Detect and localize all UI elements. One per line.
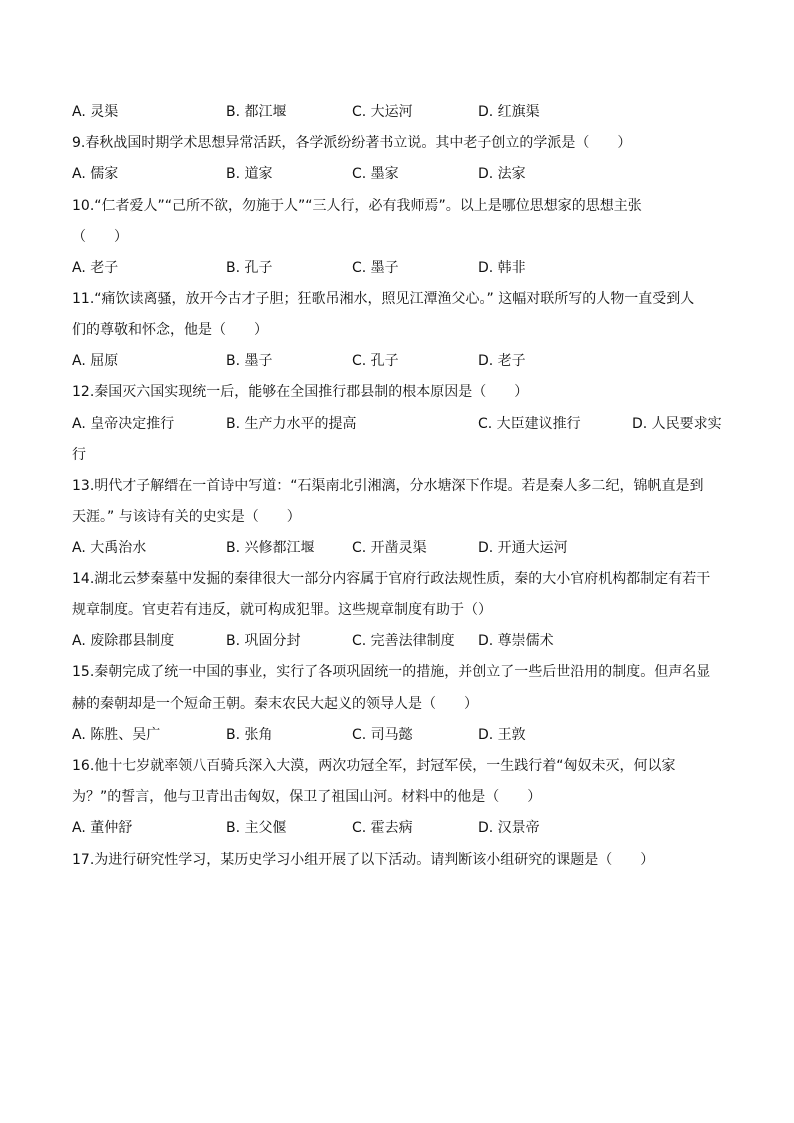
option-a: A. 老子 — [72, 260, 119, 276]
option-d-wrap: 行 — [72, 447, 86, 463]
option-a: A. 皇帝决定推行 — [72, 416, 175, 432]
option-a: A. 灵渠 — [72, 104, 119, 120]
question-16-stem-line-1: 16.他十七岁就率领八百骑兵深入大漠，两次功冠全军，封冠军侯，一生践行着“匈奴未灭，何以家 — [72, 758, 676, 774]
question-14-stem-line-1: 14.湖北云梦秦墓中发掘的秦律很大一部分内容属于官府行政法规性质，秦的大小官府机构都制定有若干 — [72, 571, 711, 587]
option-d: D. 老子 — [478, 353, 526, 369]
option-d: D. 红旗渠 — [478, 104, 540, 120]
option-d: D. 尊崇儒术 — [478, 633, 554, 649]
option-b: B. 墨子 — [226, 353, 273, 369]
option-d: D. 汉景帝 — [478, 820, 540, 836]
option-b: B. 道家 — [226, 166, 273, 182]
option-b: B. 兴修都江堰 — [226, 540, 315, 556]
option-b: B. 都江堰 — [226, 104, 287, 120]
option-c: C. 墨家 — [352, 166, 399, 182]
option-d: D. 韩非 — [478, 260, 526, 276]
option-c: C. 墨子 — [352, 260, 399, 276]
question-14-stem-line-2: 规章制度。官吏若有违反，就可构成犯罪。这些规章制度有助于（） — [72, 602, 492, 618]
question-11-stem-line-2: 们的尊敬和怀念，他是（ ） — [72, 322, 268, 338]
question-11-stem-line-1: 11.“痛饮读离骚，放开今古才子胆；狂歌吊湘水，照见江潭渔父心。” 这幅对联所写的人物一直受到人 — [72, 291, 695, 307]
question-10-stem-line-2: （ ） — [72, 229, 128, 245]
option-b: B. 巩固分封 — [226, 633, 301, 649]
option-d: D. 开通大运河 — [478, 540, 568, 556]
option-c: C. 大臣建议推行 — [478, 416, 581, 432]
option-a: A. 儒家 — [72, 166, 119, 182]
option-c: C. 开凿灵渠 — [352, 540, 427, 556]
option-b: B. 主父偃 — [226, 820, 287, 836]
option-d: D. 法家 — [478, 166, 526, 182]
option-a: A. 屈原 — [72, 353, 119, 369]
question-16-stem-line-2: 为？”的誓言，他与卫青出击匈奴，保卫了祖国山河。材料中的他是（ ） — [72, 789, 542, 805]
option-b: B. 生产力水平的提高 — [226, 416, 357, 432]
question-13-stem-line-1: 13.明代才子解缙在一首诗中写道：“石渠南北引湘漓，分水塘深下作堤。若是秦人多二纪，锦帆直是到 — [72, 478, 704, 494]
option-a: A. 陈胜、吴广 — [72, 727, 161, 743]
question-15-stem-line-1: 15.秦朝完成了统一中国的事业，实行了各项巩固统一的措施，并创立了一些后世沿用的制度。但声名显 — [72, 664, 711, 680]
option-d: D. 人民要求实 — [632, 416, 722, 432]
option-c: C. 大运河 — [352, 104, 413, 120]
question-10-stem-line-1: 10.“仁者爱人”“己所不欲，勿施于人”“三人行，必有我师焉”。以上是哪位思想家的思想主张 — [72, 198, 642, 214]
question-17-stem: 17.为进行研究性学习，某历史学习小组开展了以下活动。请判断该小组研究的课题是（ ） — [72, 852, 655, 868]
option-b: B. 张角 — [226, 727, 273, 743]
question-12-stem: 12.秦国灭六国实现统一后，能够在全国推行郡县制的根本原因是（ ） — [72, 384, 529, 400]
question-9-stem: 9.春秋战国时期学术思想异常活跃，各学派纷纷著书立说。其中老子创立的学派是（ ） — [72, 135, 632, 151]
option-b: B. 孔子 — [226, 260, 273, 276]
question-13-stem-line-2: 天涯。” 与该诗有关的史实是（ ） — [72, 509, 301, 525]
option-a: A. 废除郡县制度 — [72, 633, 175, 649]
option-c: C. 孔子 — [352, 353, 399, 369]
option-d: D. 王敦 — [478, 727, 526, 743]
option-c: C. 完善法律制度 — [352, 633, 455, 649]
option-c: C. 司马懿 — [352, 727, 413, 743]
option-a: A. 董仲舒 — [72, 820, 133, 836]
question-15-stem-line-2: 赫的秦朝却是一个短命王朝。秦末农民大起义的领导人是（ ） — [72, 696, 478, 712]
option-a: A. 大禹治水 — [72, 540, 147, 556]
option-c: C. 霍去病 — [352, 820, 413, 836]
